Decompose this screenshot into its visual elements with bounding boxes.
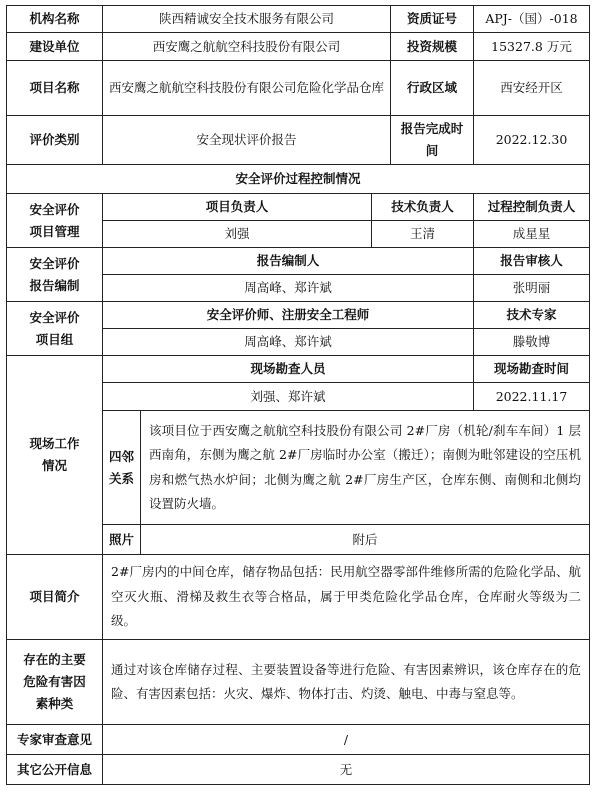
expert-label: 技术专家: [474, 302, 590, 329]
cert-label: 资质证号: [391, 6, 474, 33]
hazards-text: 通过对该仓库储存过程、主要装置设备等进行危险、有害因素辨识，该仓库存在的危险、有害因素包括：火灾、爆炸、物体打击、灼烫、触电、中毒与窒息等。: [103, 640, 590, 725]
tech-lead-label: 技术负责人: [372, 194, 474, 221]
site-time-value: 2022.11.17: [474, 383, 590, 411]
project-name-value: 西安鹰之航航空科技股份有限公司危险化学品仓库: [103, 61, 391, 116]
project-intro-label: 项目简介: [7, 555, 103, 640]
control-lead-label: 过程控制负责人: [474, 194, 590, 221]
invest-value: 15327.8 万元: [474, 33, 590, 61]
eval-type-label: 评价类别: [7, 116, 103, 165]
org-label: 机构名称: [7, 6, 103, 33]
other-info-value: 无: [103, 755, 590, 785]
tech-lead-value: 王清: [372, 221, 474, 248]
neighbors-text: 该项目位于西安鹰之航航空科技股份有限公司 2#厂房（机轮/刹车车间）1 层西南角，东侧为鹰之航 2#厂房临时办公室（搬迁）；南侧为毗邻建设的空压机房和燃气热水炉间；北侧为鹰之航 2#厂房生产区，仓库东侧、南侧和北侧均设置防火墙。: [141, 411, 590, 525]
photo-value: 附后: [141, 525, 590, 555]
expert-value: 滕敬博: [474, 329, 590, 356]
site-work-label: 现场工作 情况: [7, 356, 103, 555]
expert-opinion-value: /: [103, 725, 590, 755]
section-title: 安全评价过程控制情况: [7, 165, 590, 194]
evaluator-label: 安全评价师、注册安全工程师: [103, 302, 474, 329]
author-label: 报告编制人: [103, 248, 474, 275]
hazards-label: 存在的主要 危险有害因 素种类: [7, 640, 103, 725]
site-staff-value: 刘强、郑许斌: [103, 383, 474, 411]
info-table: [6, 5, 590, 785]
site-time-label: 现场勘查时间: [474, 356, 590, 383]
region-value: 西安经开区: [474, 61, 590, 116]
evaluator-value: 周高峰、郑许斌: [103, 329, 474, 356]
author-value: 周高峰、郑许斌: [103, 275, 474, 302]
other-info-label: 其它公开信息: [7, 755, 103, 785]
unit-value: 西安鹰之航航空科技股份有限公司: [103, 33, 391, 61]
report-date-value: 2022.12.30: [474, 116, 590, 165]
cert-value: APJ-（国）-018: [474, 6, 590, 33]
project-lead-value: 刘强: [103, 221, 372, 248]
reviewer-label: 报告审核人: [474, 248, 590, 275]
org-value: 陕西精诚安全技术服务有限公司: [103, 6, 391, 33]
team-label: 安全评价 项目组: [7, 302, 103, 356]
report-date-label: 报告完成时间: [391, 116, 474, 165]
project-intro-text: 2#厂房内的中间仓库，储存物品包括：民用航空器零部件维修所需的危险化学品、航空灭火瓶、滑梯及救生衣等合格品，属于甲类危险化学品仓库，仓库耐火等级为二级。: [103, 555, 590, 640]
report-compile-label: 安全评价 报告编制: [7, 248, 103, 302]
eval-type-value: 安全现状评价报告: [103, 116, 391, 165]
control-lead-value: 成星星: [474, 221, 590, 248]
region-label: 行政区域: [391, 61, 474, 116]
project-lead-label: 项目负责人: [103, 194, 372, 221]
neighbors-label: 四邻 关系: [103, 411, 141, 525]
photo-label: 照片: [103, 525, 141, 555]
site-staff-label: 现场勘查人员: [103, 356, 474, 383]
expert-opinion-label: 专家审查意见: [7, 725, 103, 755]
mgmt-label: 安全评价 项目管理: [7, 194, 103, 248]
invest-label: 投资规模: [391, 33, 474, 61]
unit-label: 建设单位: [7, 33, 103, 61]
project-name-label: 项目名称: [7, 61, 103, 116]
reviewer-value: 张明丽: [474, 275, 590, 302]
